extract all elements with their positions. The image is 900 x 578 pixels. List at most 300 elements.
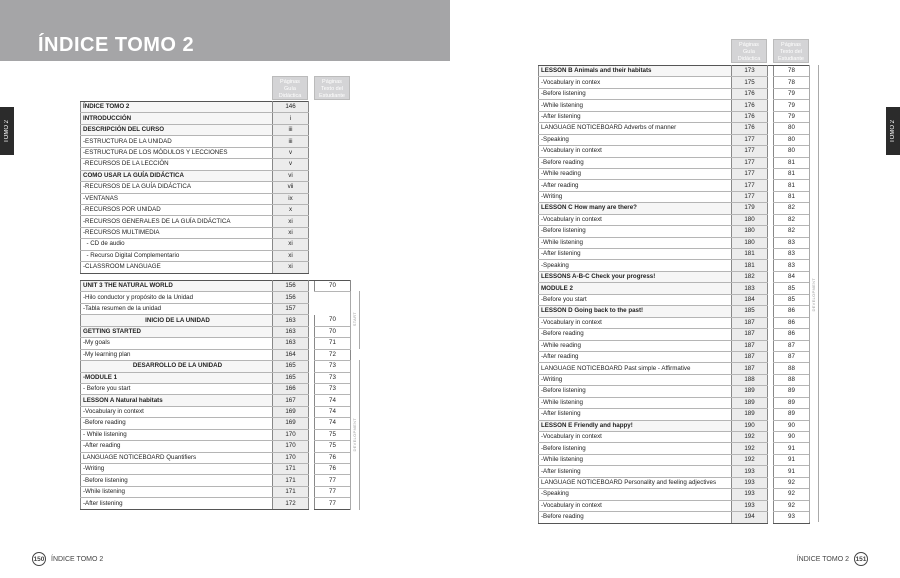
toc-row	[539, 271, 810, 282]
toc-page-guia: 176	[732, 100, 768, 111]
toc-entry-title: LESSON C How many are there?	[539, 203, 732, 214]
toc-row	[539, 226, 810, 237]
toc-entry-title: -My goals	[81, 338, 273, 349]
toc-page-guia: 189	[732, 409, 768, 420]
toc-row	[81, 102, 309, 113]
toc-page-texto: 73	[315, 372, 351, 383]
toc-page-guia: 194	[732, 512, 768, 523]
toc-page-guia: vii	[273, 182, 309, 193]
toc-page-texto: 87	[774, 340, 810, 351]
toc-entry-title: -RECURSOS POR UNIDAD	[81, 204, 273, 215]
toc-page-texto: 85	[774, 294, 810, 305]
toc-page-guia: 180	[732, 237, 768, 248]
development-section-label-left: DEVELOPMENT	[352, 418, 357, 452]
toc-entry-title: -RECURSOS MULTIMEDIA	[81, 227, 273, 238]
toc-row	[81, 418, 351, 429]
toc-page-texto: 91	[774, 466, 810, 477]
toc-page-guia: 172	[273, 498, 309, 509]
toc-page-texto: 74	[315, 395, 351, 406]
toc-row	[81, 250, 309, 261]
toc-row	[81, 326, 351, 337]
toc-page-guia: 157	[273, 303, 309, 314]
header-paginas-guia-left: Páginas Guía Didáctica	[272, 76, 308, 100]
toc-page-texto: 78	[774, 66, 810, 77]
footer-right-text: ÍNDICE TOMO 2	[796, 555, 849, 563]
toc-page-texto: 81	[774, 191, 810, 202]
toc-page-texto: 82	[774, 214, 810, 225]
toc-entry-title: -Before you start	[539, 294, 732, 305]
toc-row	[81, 182, 309, 193]
toc-page-texto: 74	[315, 418, 351, 429]
toc-page-guia: x	[273, 204, 309, 215]
toc-page-guia: 156	[273, 281, 309, 292]
toc-page-texto: 91	[774, 454, 810, 465]
toc-entry-title: -VENTANAS	[81, 193, 273, 204]
toc-entry-title: -Before listening	[539, 386, 732, 397]
toc-page-texto: 88	[774, 363, 810, 374]
toc-row	[81, 281, 351, 292]
toc-page-guia: 171	[273, 464, 309, 475]
toc-row	[539, 432, 810, 443]
toc-page-guia: 180	[732, 214, 768, 225]
toc-page-guia: 164	[273, 349, 309, 360]
toc-row	[81, 406, 351, 417]
toc-entry-title: -While reading	[539, 340, 732, 351]
toc-page-texto: 72	[315, 349, 351, 360]
toc-row	[539, 191, 810, 202]
toc-page-guia: 183	[732, 283, 768, 294]
toc-row	[81, 429, 351, 440]
toc-row	[81, 170, 309, 181]
toc-row	[81, 292, 351, 303]
toc-row	[539, 443, 810, 454]
toc-entry-title: -Vocabulary in context	[539, 432, 732, 443]
toc-row	[81, 486, 351, 497]
toc-page-guia: 187	[732, 351, 768, 362]
toc-entry-title: -Writing	[539, 374, 732, 385]
toc-entry-title: -My learning plan	[81, 349, 273, 360]
toc-page-guia: 182	[732, 271, 768, 282]
toc-page-guia: 189	[732, 386, 768, 397]
toc-entry-title: -Vocabulary in context	[539, 214, 732, 225]
toc-page-guia: 176	[732, 88, 768, 99]
toc-row	[539, 111, 810, 122]
toc-row	[81, 383, 351, 394]
toc-entry-title: -Speaking	[539, 260, 732, 271]
toc-page-guia: xi	[273, 216, 309, 227]
toc-page-guia: 190	[732, 420, 768, 431]
toc-row	[539, 203, 810, 214]
toc-page-texto: 81	[774, 180, 810, 191]
toc-row	[81, 136, 309, 147]
toc-table-unit3	[80, 280, 351, 510]
toc-row	[539, 489, 810, 500]
footer-left-text: ÍNDICE TOMO 2	[51, 555, 104, 563]
toc-page-guia: 180	[732, 226, 768, 237]
toc-row	[539, 317, 810, 328]
toc-row	[81, 124, 309, 135]
toc-row	[539, 237, 810, 248]
toc-entry-title: -After reading	[539, 351, 732, 362]
toc-entry-title: -CLASSROOM LANGUAGE	[81, 262, 273, 273]
toc-page-guia: 177	[732, 180, 768, 191]
toc-page-texto: 81	[774, 157, 810, 168]
toc-table-intro	[80, 101, 309, 274]
toc-entry-title: -Before reading	[81, 418, 273, 429]
toc-page-texto: 83	[774, 237, 810, 248]
toc-row	[539, 409, 810, 420]
toc-page-guia: 163	[273, 315, 309, 326]
header-paginas-texto-left: Páginas Texto del Estudiante	[314, 76, 350, 100]
toc-entry-title: -Vocabulary in contex	[539, 77, 732, 88]
toc-row	[81, 475, 351, 486]
toc-row	[539, 134, 810, 145]
toc-page-guia: 177	[732, 168, 768, 179]
toc-entry-title: -After listening	[539, 409, 732, 420]
side-tab-left: TOMO 2	[0, 107, 14, 155]
toc-page-texto: 89	[774, 409, 810, 420]
toc-page-guia: 165	[273, 372, 309, 383]
toc-page-guia: 177	[732, 157, 768, 168]
toc-row	[539, 294, 810, 305]
toc-entry-title: -After listening	[539, 249, 732, 260]
toc-row	[539, 123, 810, 134]
toc-entry-title: -Vocabulary in context	[81, 406, 273, 417]
toc-entry-title: -While reading	[539, 168, 732, 179]
toc-page-texto: 76	[315, 464, 351, 475]
toc-row	[81, 239, 309, 250]
toc-page-guia: 192	[732, 454, 768, 465]
toc-row	[81, 395, 351, 406]
toc-page-texto: 86	[774, 306, 810, 317]
toc-page-guia: 176	[732, 123, 768, 134]
toc-page-guia: 193	[732, 466, 768, 477]
toc-page-texto: 90	[774, 420, 810, 431]
toc-page-texto: 73	[315, 361, 351, 372]
toc-entry-title: DESCRIPCIÓN DEL CURSO	[81, 124, 273, 135]
start-section-label: START	[352, 312, 357, 327]
toc-row	[539, 100, 810, 111]
toc-entry-title: -Before reading	[539, 329, 732, 340]
toc-row	[539, 77, 810, 88]
toc-page-texto: 84	[774, 271, 810, 282]
toc-entry-title: -MODULE 1	[81, 372, 273, 383]
toc-page-guia: xi	[273, 227, 309, 238]
toc-page-texto: 77	[315, 498, 351, 509]
toc-page-guia: 187	[732, 363, 768, 374]
toc-page-guia: 170	[273, 452, 309, 463]
toc-row	[539, 249, 810, 260]
toc-page-texto: 80	[774, 146, 810, 157]
toc-page-texto: 79	[774, 88, 810, 99]
toc-entry-title: -Speaking	[539, 489, 732, 500]
toc-page-guia: 187	[732, 317, 768, 328]
toc-entry-title: -After listening	[81, 498, 273, 509]
toc-page-guia: 171	[273, 486, 309, 497]
toc-entry-title: -Vocabulary in context	[539, 146, 732, 157]
toc-page-texto: 86	[774, 317, 810, 328]
toc-row	[539, 157, 810, 168]
toc-row	[539, 146, 810, 157]
toc-page-texto: 70	[315, 281, 351, 292]
toc-row	[81, 159, 309, 170]
toc-entry-title: -Speaking	[539, 134, 732, 145]
toc-page-guia: 167	[273, 395, 309, 406]
toc-row	[81, 338, 351, 349]
toc-entry-title: -Writing	[539, 191, 732, 202]
toc-page-texto: 87	[774, 351, 810, 362]
toc-row	[539, 397, 810, 408]
toc-entry-title: LESSON E Friendly and happy!	[539, 420, 732, 431]
toc-row	[539, 351, 810, 362]
toc-entry-title: - CD de audio	[81, 239, 273, 250]
page-number-right: 151	[854, 552, 868, 566]
toc-page-guia: ix	[273, 193, 309, 204]
toc-page-guia: xi	[273, 239, 309, 250]
toc-page-texto: 70	[315, 326, 351, 337]
side-tab-right: TOMO 2	[886, 107, 900, 155]
toc-page-texto: 83	[774, 249, 810, 260]
page-title: ÍNDICE TOMO 2	[38, 34, 195, 56]
toc-row	[81, 113, 309, 124]
toc-entry-title: COMO USAR LA GUÍA DIDÁCTICA	[81, 170, 273, 181]
toc-row	[539, 466, 810, 477]
toc-row	[539, 214, 810, 225]
toc-row	[539, 363, 810, 374]
toc-entry-title: -While listening	[539, 100, 732, 111]
toc-page-texto: 89	[774, 386, 810, 397]
toc-row	[81, 498, 351, 509]
toc-row	[539, 180, 810, 191]
toc-page-texto: 85	[774, 283, 810, 294]
toc-page-guia: 177	[732, 134, 768, 145]
toc-page-guia: 189	[732, 397, 768, 408]
toc-page-texto: 92	[774, 489, 810, 500]
toc-row	[539, 374, 810, 385]
toc-entry-title: GETTING STARTED	[81, 326, 273, 337]
toc-entry-title: -After reading	[81, 441, 273, 452]
toc-row	[81, 193, 309, 204]
toc-entry-title: -After listening	[539, 466, 732, 477]
toc-row	[539, 340, 810, 351]
toc-entry-title: -Writing	[81, 464, 273, 475]
toc-row	[539, 260, 810, 271]
toc-entry-title: DESARROLLO DE LA UNIDAD	[81, 361, 273, 372]
toc-page-guia: 146	[273, 102, 309, 113]
toc-page-guia: 166	[273, 383, 309, 394]
toc-row	[81, 349, 351, 360]
toc-page-texto: 79	[774, 111, 810, 122]
toc-table-unit3-continued	[538, 65, 810, 524]
toc-entry-title: -ESTRUCTURA DE LA UNIDAD	[81, 136, 273, 147]
toc-page-guia: 192	[732, 443, 768, 454]
toc-entry-title: LANGUAGE NOTICEBOARD Personality and feeling adjectives	[539, 477, 732, 488]
toc-page-texto: 89	[774, 397, 810, 408]
toc-page-texto: 80	[774, 134, 810, 145]
toc-row	[81, 262, 309, 273]
toc-page-texto: 80	[774, 123, 810, 134]
toc-entry-title: LANGUAGE NOTICEBOARD Adverbs of manner	[539, 123, 732, 134]
toc-page-texto: 74	[315, 406, 351, 417]
toc-row	[539, 512, 810, 523]
toc-row	[539, 500, 810, 511]
toc-page-guia: 170	[273, 441, 309, 452]
toc-page-guia: 163	[273, 338, 309, 349]
toc-entry-title: INICIO DE LA UNIDAD	[81, 315, 273, 326]
toc-page-texto: 93	[774, 512, 810, 523]
toc-page-guia: 177	[732, 146, 768, 157]
toc-entry-title: -RECURSOS DE LA LECCIÓN	[81, 159, 273, 170]
toc-entry-title: -While listening	[539, 397, 732, 408]
toc-page-guia: i	[273, 113, 309, 124]
toc-page-texto: 75	[315, 429, 351, 440]
toc-entry-title: -While listening	[539, 454, 732, 465]
toc-row	[81, 464, 351, 475]
toc-row	[539, 329, 810, 340]
toc-page-guia: 184	[732, 294, 768, 305]
toc-page-guia: 187	[732, 329, 768, 340]
toc-page-texto: 82	[774, 203, 810, 214]
toc-page-texto: 71	[315, 338, 351, 349]
toc-entry-title: -After listening	[539, 111, 732, 122]
footer-left	[32, 552, 103, 566]
toc-row	[81, 361, 351, 372]
toc-page-texto: 91	[774, 443, 810, 454]
toc-entry-title: MODULE 2	[539, 283, 732, 294]
toc-page-texto: 73	[315, 383, 351, 394]
toc-page-guia: 181	[732, 249, 768, 260]
toc-row	[539, 168, 810, 179]
toc-page-guia: 176	[732, 111, 768, 122]
footer-right	[797, 552, 868, 566]
toc-page-guia: 163	[273, 326, 309, 337]
toc-entry-title: -Vocabulary in context	[539, 500, 732, 511]
toc-page-guia: vi	[273, 170, 309, 181]
toc-entry-title: -Before listening	[539, 226, 732, 237]
toc-row	[81, 216, 309, 227]
toc-entry-title: - While listening	[81, 429, 273, 440]
toc-page-guia: 193	[732, 500, 768, 511]
toc-page-texto: 88	[774, 374, 810, 385]
toc-page-guia: 171	[273, 475, 309, 486]
toc-page-texto: 86	[774, 329, 810, 340]
toc-entry-title: -Vocabulary in context	[539, 317, 732, 328]
toc-row	[81, 372, 351, 383]
toc-page-guia: 193	[732, 489, 768, 500]
toc-entry-title: LANGUAGE NOTICEBOARD Quantifiers	[81, 452, 273, 463]
toc-page-guia: 175	[732, 77, 768, 88]
toc-page-texto: 77	[315, 486, 351, 497]
toc-entry-title: -RECURSOS GENERALES DE LA GUÍA DIDÁCTICA	[81, 216, 273, 227]
toc-page-texto: 78	[774, 77, 810, 88]
toc-page-guia: iii	[273, 136, 309, 147]
toc-page-texto: 77	[315, 475, 351, 486]
toc-entry-title: LESSON B Animals and their habitats	[539, 66, 732, 77]
toc-page-guia: 181	[732, 260, 768, 271]
toc-page-guia: 170	[273, 429, 309, 440]
toc-page-guia: 187	[732, 340, 768, 351]
toc-page-texto: 79	[774, 100, 810, 111]
toc-page-guia: 179	[732, 203, 768, 214]
toc-row	[539, 283, 810, 294]
toc-entry-title: -Tabla resumen de la unidad	[81, 303, 273, 314]
toc-page-texto: 76	[315, 452, 351, 463]
toc-row	[539, 306, 810, 317]
toc-row	[81, 204, 309, 215]
toc-entry-title: - Before you start	[81, 383, 273, 394]
toc-page-guia: 185	[732, 306, 768, 317]
toc-row	[539, 420, 810, 431]
toc-page-texto: 92	[774, 500, 810, 511]
toc-row	[81, 441, 351, 452]
toc-page-texto: 92	[774, 477, 810, 488]
toc-page-texto: 90	[774, 432, 810, 443]
toc-page-texto: 70	[315, 315, 351, 326]
toc-entry-title: ÍNDICE TOMO 2	[81, 102, 273, 113]
toc-row	[539, 386, 810, 397]
toc-page-guia: 173	[732, 66, 768, 77]
toc-row	[539, 66, 810, 77]
toc-page-guia: 192	[732, 432, 768, 443]
toc-row	[81, 315, 351, 326]
toc-entry-title: LESSONS A-B-C Check your progress!	[539, 271, 732, 282]
toc-entry-title: LESSON D Going back to the past!	[539, 306, 732, 317]
toc-page-guia: xi	[273, 250, 309, 261]
toc-entry-title: -ESTRUCTURA DE LOS MÓDULOS Y LECCIONES	[81, 147, 273, 158]
toc-page-guia: 165	[273, 361, 309, 372]
toc-row	[81, 227, 309, 238]
toc-entry-title: -While listening	[539, 237, 732, 248]
toc-page-guia: v	[273, 147, 309, 158]
toc-entry-title: -RECURSOS DE LA GUÍA DIDÁCTICA	[81, 182, 273, 193]
toc-entry-title: - Recurso Digital Complementario	[81, 250, 273, 261]
toc-page-texto	[315, 292, 351, 303]
toc-entry-title: -Before reading	[539, 157, 732, 168]
toc-entry-title: LANGUAGE NOTICEBOARD Past simple - Affirmative	[539, 363, 732, 374]
toc-entry-title: -Before listening	[81, 475, 273, 486]
toc-entry-title: -Before reading	[539, 512, 732, 523]
toc-entry-title: -After reading	[539, 180, 732, 191]
toc-entry-title: -While listening	[81, 486, 273, 497]
toc-page-guia: v	[273, 159, 309, 170]
toc-row	[81, 452, 351, 463]
toc-row	[81, 147, 309, 158]
development-section-label-right: DEVELOPMENT	[811, 278, 816, 312]
toc-page-guia: 177	[732, 191, 768, 202]
toc-page-guia: 169	[273, 418, 309, 429]
toc-page-guia: 193	[732, 477, 768, 488]
toc-page-texto: 81	[774, 168, 810, 179]
header-paginas-guia-right: Páginas Guía Didáctica	[731, 39, 767, 63]
toc-entry-title: INTRODUCCIÓN	[81, 113, 273, 124]
page-number-left: 150	[32, 552, 46, 566]
toc-row	[539, 88, 810, 99]
toc-page-guia: xi	[273, 262, 309, 273]
toc-page-texto: 83	[774, 260, 810, 271]
toc-page-texto: 82	[774, 226, 810, 237]
toc-entry-title: -Before listening	[539, 88, 732, 99]
toc-row	[539, 477, 810, 488]
toc-entry-title: -Before listening	[539, 443, 732, 454]
toc-entry-title: LESSON A Natural habitats	[81, 395, 273, 406]
toc-row	[539, 454, 810, 465]
header-paginas-texto-right: Páginas Texto del Estudiante	[773, 39, 809, 63]
toc-entry-title: UNIT 3 THE NATURAL WORLD	[81, 281, 273, 292]
toc-page-guia: 188	[732, 374, 768, 385]
toc-page-guia: iii	[273, 124, 309, 135]
toc-row	[81, 303, 351, 314]
toc-page-texto: 75	[315, 441, 351, 452]
